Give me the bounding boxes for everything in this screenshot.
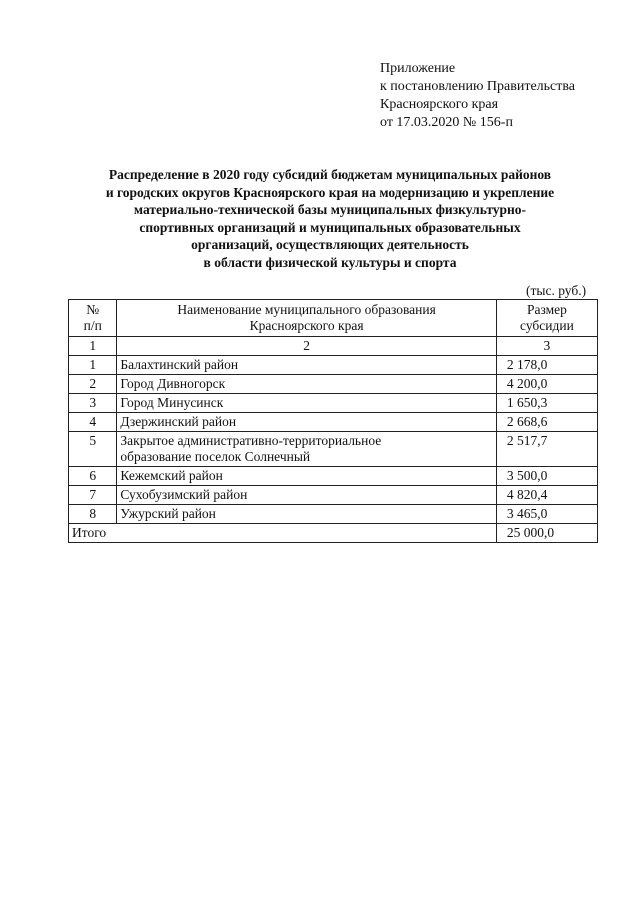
appendix-line: Красноярского края (380, 97, 499, 112)
table-row (69, 394, 598, 413)
title-line: материально-технической базы муниципальных физкультурно- (133, 202, 527, 217)
appendix-header (380, 60, 575, 132)
row-amount: 2 668,6 (496, 413, 597, 432)
title-line: Распределение в 2020 году субсидий бюджетам муниципальных районов (108, 167, 552, 182)
header-amount-line: Размер (526, 302, 567, 317)
header-amount-line: субсидии (520, 318, 574, 333)
appendix-line: к постановлению Правительства (380, 79, 576, 94)
table-row (69, 505, 598, 524)
table-row (69, 432, 598, 467)
column-index-row (69, 337, 598, 356)
row-name: Кежемский район (117, 467, 496, 486)
table-header-row (69, 300, 598, 337)
header-amount (496, 300, 597, 337)
row-name: Дзержинский район (117, 413, 496, 432)
row-name: Балахтинский район (117, 356, 496, 375)
row-num: 2 (69, 375, 117, 394)
units-label: (тыс. руб.) (526, 283, 587, 298)
row-num: 5 (69, 432, 117, 467)
appendix-line: от 17.03.2020 № 156-п (380, 115, 513, 130)
row-num: 3 (69, 394, 117, 413)
column-index: 3 (496, 337, 597, 356)
table-row (69, 486, 598, 505)
total-label: Итого (69, 524, 497, 543)
row-amount: 3 500,0 (496, 467, 597, 486)
header-num (69, 300, 117, 337)
total-row (69, 524, 598, 543)
row-amount: 1 650,3 (496, 394, 597, 413)
row-num: 7 (69, 486, 117, 505)
header-name (117, 300, 496, 337)
row-name: Город Дивногорск (117, 375, 496, 394)
row-amount: 2 178,0 (496, 356, 597, 375)
header-num-line: п/п (83, 318, 102, 333)
appendix-line: Приложение (380, 61, 456, 76)
row-name: Ужурский район (117, 505, 496, 524)
document-title (60, 166, 600, 271)
row-amount: 3 465,0 (496, 505, 597, 524)
row-name: Сухобузимский район (117, 486, 496, 505)
table-row (69, 375, 598, 394)
row-amount: 4 200,0 (496, 375, 597, 394)
table-row (69, 356, 598, 375)
subsidy-table (68, 299, 598, 543)
row-amount: 2 517,7 (496, 432, 597, 467)
row-amount: 4 820,4 (496, 486, 597, 505)
table-row (69, 413, 598, 432)
column-index: 1 (69, 337, 117, 356)
header-num-line: № (86, 302, 100, 317)
header-name-line: Красноярского края (249, 318, 364, 333)
row-name: Город Минусинск (117, 394, 496, 413)
title-line: спортивных организаций и муниципальных образовательных (139, 219, 521, 235)
title-line: и городских округов Красноярского края на модернизацию и укрепление (105, 184, 555, 200)
row-name-line: Закрытое административно-территориальное (120, 433, 382, 448)
title-line: организаций, осуществляющих деятельность (191, 237, 469, 252)
total-amount: 25 000,0 (496, 524, 597, 543)
row-num: 8 (69, 505, 117, 524)
row-num: 4 (69, 413, 117, 432)
column-index: 2 (117, 337, 496, 356)
header-name-line: Наименование муниципального образования (177, 302, 436, 317)
row-num: 1 (69, 356, 117, 375)
row-name-line: образование поселок Солнечный (120, 449, 311, 464)
row-name-multiline (117, 432, 496, 467)
table-row (69, 467, 598, 486)
title-line: в области физической культуры и спорта (203, 254, 457, 270)
row-num: 6 (69, 467, 117, 486)
